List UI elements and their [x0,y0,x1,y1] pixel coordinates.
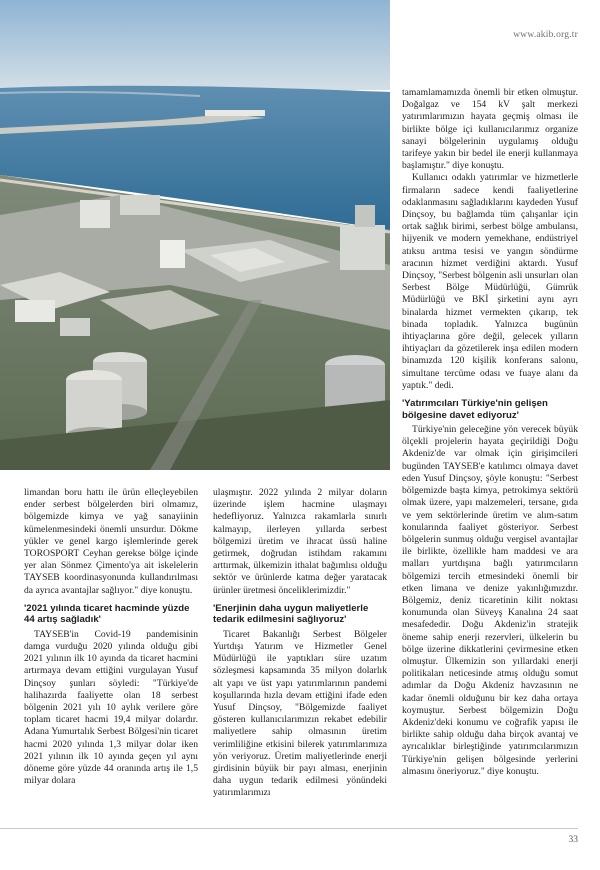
column-1 [24,487,198,787]
section-heading: '2021 yılında ticaret hacminde yüzde 44 artış sağladık' [24,602,190,626]
paragraph: Türkiye'nin geleceğine yön verecek büyük ölçekli projelerin hayata geçirildiği Doğu Akdeniz'de var olmak için girişimcileri bugünden TAYSEB'e katılımcı olmaya davet eden Yusuf Dinçsoy, şöyle konuştu: "Serbest bölgemizde başta kimya, petrokimya sektörü olmak üzere, yapı malzemeleri, tersane, gıda ve yem sektörlerinde üretim ve alım-satım konularında faaliyet gösteriyor. Serbest bölgelerin sunmuş olduğu vergisel avantajlar ile birlikte, özellikle ham maddesi ve ara malları yurtdışına bağlı yatırımcıların bölgemizi tercih etmesindeki önemli bir etken limana ve denize yakınlığımızdır. Bölgemiz, deniz ticaretinin kilit noktası konumunda olan Süveyş Kanalına 24 saat mesafededir. Doğu Akdeniz'in stratejik öneme sahip enerji rezervleri, ülkelerin bu bölge üzerine dikkatlerini çevirmesine etken olmuştur. Ülkemizin son yıllardaki enerji politikaları neticesinde atmış olduğu somut adımlar da Doğu Akdeniz havzasının ne kadar önemli olduğunu bir kez daha ortaya koymuştur. Serbest bölgemizin Doğu Akdeniz'deki konumu ve coğrafik yapısı ile birlikte sahip olduğu daha birçok avantaj ve ayrıcalıklar birleştiğinde yatırımcılarımızın Türkiye'nin gelişen bölgesinde yerlerini almasını öneriyoruz." diye konuştu. [402,424,578,777]
section-heading: 'Enerjinin daha uygun maliyetlerle tedarik edilmesini sağlıyoruz' [213,602,369,626]
page-number: 33 [568,835,578,845]
paragraph: tamamlamamızda önemli bir etken olmuştur. Doğalgaz ve 154 kV şalt merkezi yatırımlarımızın hayata geçmiş olması ile birlikte bölge içi kullanıcılarımız organize sanayi bölgelerinin uygulamış olduğu tarifeye yakın bir bedel ile enerji kullanmaya başlamıştır." diye konuştu. [402,87,578,172]
section-heading: 'Yatırımcıları Türkiye'nin gelişen bölgesine davet ediyoruz' [402,398,548,421]
paragraph: TAYSEB'in Covid-19 pandemisinin damga vurduğu 2020 yılında olduğu gibi 2021 yılının ilk 10 ayında da ticaret hacmini artırmaya devam ettiğini vurgulayan Yusuf Dinçsoy şunları söyledi: "Türkiye'de halihazırda faaliyette olan 18 serbest bölgenin 2021 yılı 10 aylık verilere göre toplam ticaret hacmi 19,4 milyar dolardır. Adana Yumurtalık Serbest Bölgesi'nin ticaret hacmi 2020 yılında 1,3 milyar dolar iken 2021 yılının ilk 10 ayında geçen yıl aynı döneme göre yüzde 44 oranında artış ile 1,5 milyar dolara [24,628,198,787]
paragraph: Ticaret Bakanlığı Serbest Bölgeler Yurtdışı Yatırım ve Hizmetler Genel Müdürlüğü ile yaptıkları süre uzatım sözleşmesi kapsamında 35 milyon dolarlık alt yapı ve üst yapı yatırımlarının pandemi koşullarında hızla devam ettiğini ifade eden Yusuf Dinçsoy, "Bölgemizde faaliyet gösteren kullanıcılarımızın rekabet edebilir maliyetlere sahip olmasının üretim verimliliğine etkisini bilerek yatırımlarımıza yön veriyoruz. Üretim maliyetlerinde enerji girdisinin büyük bir payı alması, enerjinin daha uygun tedarik edilmesi yönündeki yatırımlarımızı [213,628,387,799]
paragraph: ulaşmıştır. 2022 yılında 2 milyar doların üzerinde işlem hacmine ulaşmayı hedefliyoruz. Yalnızca rakamlarla sınırlı kalmayıp, ilerleyen yıllarda serbest bölgemizi üretim ve ihracat üssü haline getirmek, doğrudan istihdam rakamını arttırmak, ülkemizin ithalat bağımlısı olduğu sektör ve ürünlerde katma değer yaratacak ürünler üretmesi önceliklerimizdir." [213,487,387,596]
aerial-industrial-zone-photo [0,0,390,470]
paragraph: limandan boru hattı ile ürün elleçleyebilen ender serbest bölgelerden biri olmamız, bölgemizde kimya ve yağ sanayiinin kümelenmesindeki önemli unsurdur. Dökme yükler ve genel kargo işlemlerinde gerek TOROSPORT Ceyhan gerekse bölge içinde yer alan Sönmez Çimento'ya ait iskelelerin TAYSEB koordinasyonunda kullandırılması da ayrıca avantajlar sağlıyor." diye konuştu. [24,487,198,596]
footer-divider [0,828,578,829]
website-url[interactable]: www.akib.org.tr [513,30,578,40]
column-2 [213,487,387,800]
paragraph: Kullanıcı odaklı yatırımlar ve hizmetlerle firmaların sadece kendi faaliyetlerine odaklanmasını sağladıklarını kaydeden Yusuf Dinçsoy, bu bağlamda tüm çalışanlar için ortak sağlık birimi, serbest bölge ambulansı, hijyenik ve modern yemekhane, endüstriyel atıksu arıtma tesisi ve yangın söndürme aracının hizmet verdiğini aktardı. Yusuf Dinçsoy, "Serbest bölgenin asli unsurları olan Serbest Bölge Müdürlüğü, Gümrük Müdürlüğü ve BKİ şirketini aynı ayrı binalarda hizmet vermekten çıkarıp, tek binada topladık. Yalnızca bugünün ihtiyaçlarına göre değil, gelecek yılların ihtiyaçları da gözetilerek inşa edilen modern binamızda 120 kişilik konferans salonu, simultane tercüme odası ve fuaye alanı da yaptık." dedi. [402,172,578,391]
column-3 [402,87,578,778]
